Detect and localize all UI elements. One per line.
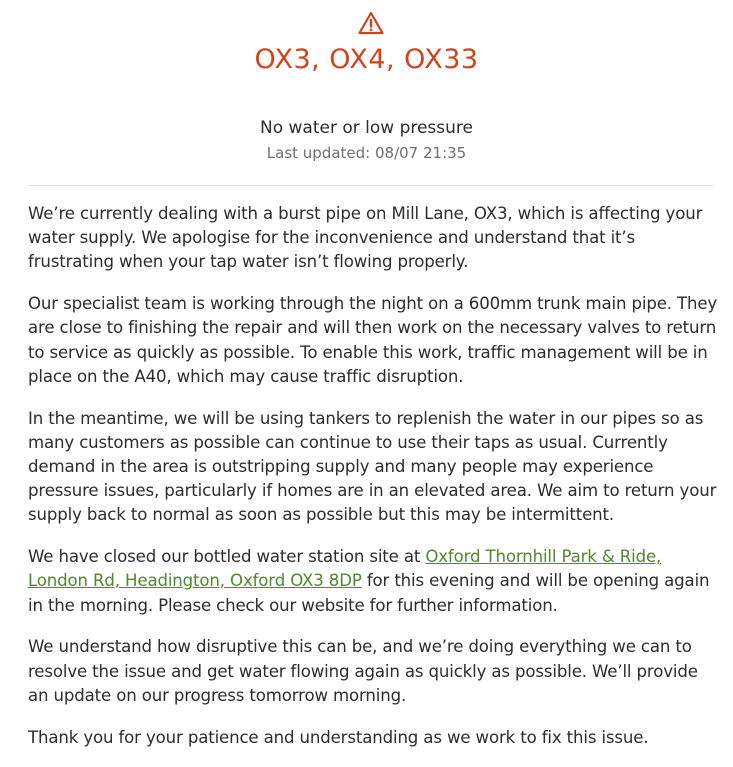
paragraph-bottled-water: [28, 545, 718, 618]
warning-triangle-icon: [358, 11, 384, 35]
last-updated: [0, 143, 733, 163]
divider: [28, 185, 713, 186]
bottled-water-text-before: We have closed our bottled water station site at: [28, 547, 426, 567]
paragraph-repair: Our specialist team is working through the night on a 600mm trunk main pipe. They are close to finishing the repair and will then work on the necessary valves to return to service as quickly as possible. To enable this work, traffic management will be in place on the A40, which may cause traffic disruption.: [28, 294, 718, 386]
last-updated-label: Last updated:: [266, 144, 371, 162]
paragraph-tankers: In the meantime, we will be using tankers to replenish the water in our pipes so as many customers as possible can continue to use their taps as usual. Currently demand in the area is outstripping supply and many people may experience pressure issues, particularly if homes are in an elevated area. We aim to return your supply back to normal as soon as possible but this may be intermittent.: [28, 408, 717, 525]
paragraph-burst-pipe: We’re currently dealing with a burst pipe on Mill Lane, OX3, which is affecting your water supply. We apologise for the inconvenience and understand that it’s frustrating when your tap water isn’t flowing properly.: [28, 204, 703, 272]
paragraph-thanks: Thank you for your patience and understanding as we work to fix this issue.: [28, 727, 649, 747]
last-updated-value: 08/07 21:35: [375, 144, 467, 162]
page-title: OX3, OX4, OX33: [254, 44, 479, 75]
bottled-water-text-after: for this evening and will be opening again in the morning. Please check our website for further information.: [28, 571, 710, 615]
incident-details: [28, 202, 718, 767]
bottled-water-site-link[interactable]: Oxford Thornhill Park & Ride, London Rd, Headington, Oxford OX3 8DP: [28, 547, 662, 591]
incident-type: No water or low pressure: [259, 118, 473, 138]
paragraph-update: We understand how disruptive this can be, and we’re doing everything we can to resolve the issue and get water flowing again as quickly as possible. We’ll provide an update on our progress tomorrow morning.: [28, 637, 698, 705]
